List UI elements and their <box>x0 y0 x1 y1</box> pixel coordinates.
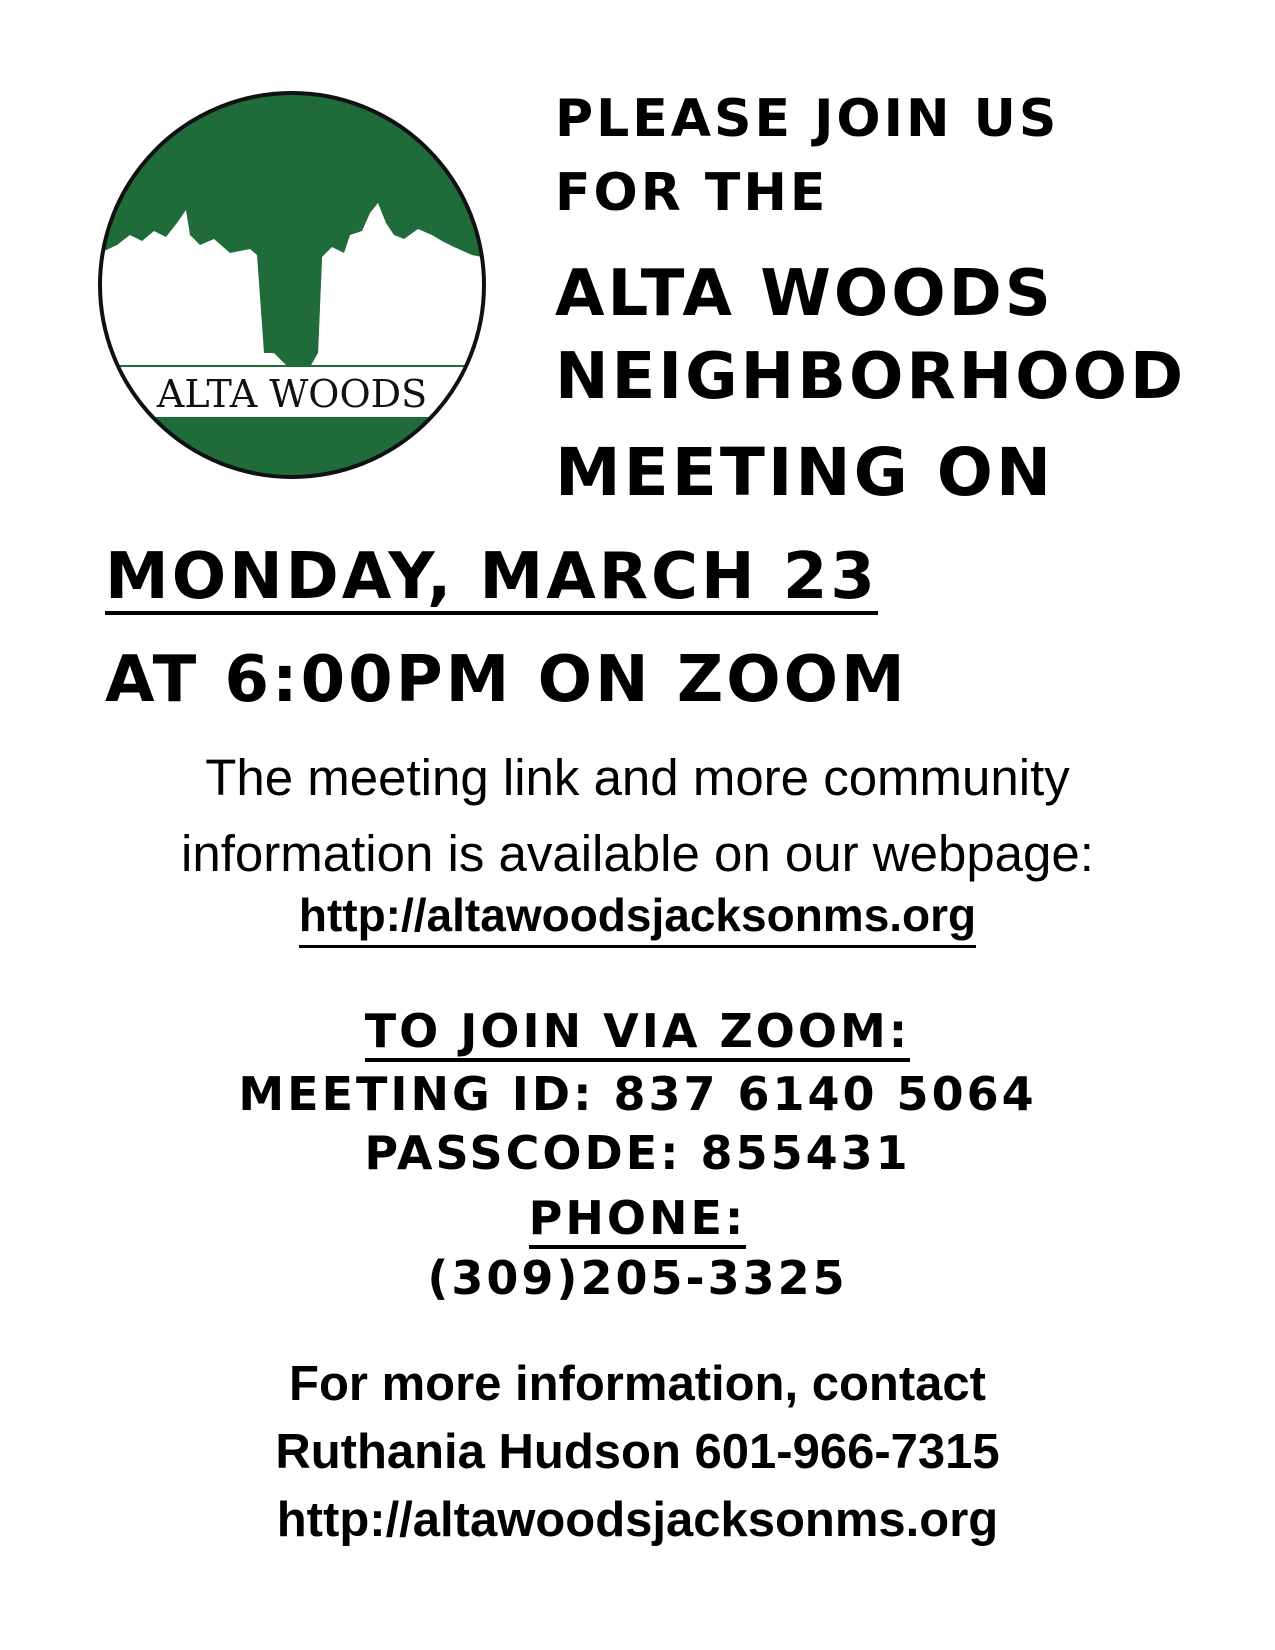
logo-label: ALTA WOODS <box>156 372 428 416</box>
zoom-meeting-id: MEETING ID: 837 6140 5064 <box>238 1067 1037 1121</box>
contact-line-2: Ruthania Hudson 601-966-7315 <box>275 1425 1000 1479</box>
contact-block <box>0 1350 1275 1554</box>
zoom-heading-text: TO JOIN VIA ZOOM: <box>365 1004 910 1062</box>
zoom-passcode: PASSCODE: 855431 <box>364 1126 911 1180</box>
phone-heading-text: PHONE: <box>529 1191 747 1249</box>
heading-line-4: NEIGHBORHOOD <box>555 340 1187 414</box>
heading-line-3: ALTA WOODS <box>555 257 1054 331</box>
phone-heading <box>0 1191 1275 1245</box>
zoom-heading <box>0 1004 1275 1058</box>
heading-line-5: MEETING ON <box>555 434 1055 511</box>
contact-line-1: For more information, contact <box>289 1357 986 1411</box>
event-time: AT 6:00PM ON ZOOM <box>105 643 908 717</box>
heading-line-1: PLEASE JOIN US <box>555 89 1060 149</box>
webpage-link-text[interactable]: http://altawoodsjacksonms.org <box>299 889 976 948</box>
info-line-2: information is available on our webpage: <box>181 825 1094 882</box>
heading-line-2: FOR THE <box>555 163 829 223</box>
contact-link[interactable]: http://altawoodsjacksonms.org <box>276 1493 999 1547</box>
event-date: MONDAY, MARCH 23 <box>105 540 878 614</box>
webpage-link[interactable] <box>0 889 1275 941</box>
phone-number: (309)205-3325 <box>427 1251 848 1305</box>
info-line-1: The meeting link and more community <box>205 749 1070 806</box>
info-text <box>0 740 1275 892</box>
alta-woods-logo <box>82 85 502 485</box>
